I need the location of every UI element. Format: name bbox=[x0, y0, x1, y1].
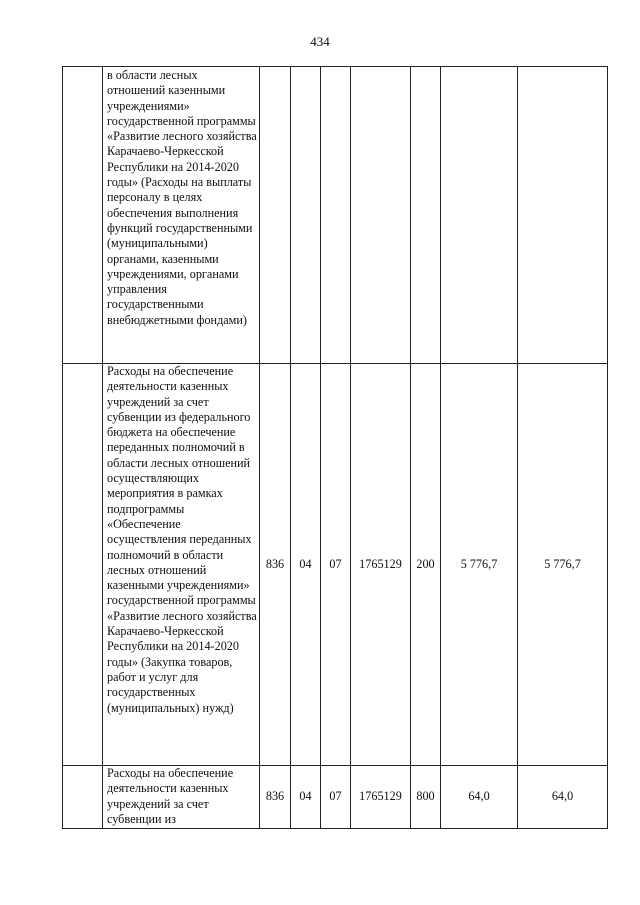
table-row bbox=[63, 766, 608, 829]
target-article-cell: 1765129 bbox=[351, 766, 411, 829]
row-number-cell bbox=[63, 766, 103, 829]
subsection-code-cell bbox=[321, 67, 351, 364]
section-code-cell bbox=[291, 67, 321, 364]
amount-cell bbox=[518, 67, 608, 364]
description-cell: Расходы на обеспечение деятельности казенных учреждений за счет субвенции из bbox=[103, 766, 260, 829]
ministry-code-cell bbox=[260, 67, 291, 364]
amount-cell: 5 776,7 bbox=[518, 364, 608, 766]
amount-cell: 64,0 bbox=[518, 766, 608, 829]
section-code-cell: 04 bbox=[291, 364, 321, 766]
description-cell: в области лесных отношений казенными учреждениями» государственной программы «Развитие лесного хозяйства Карачаево-Черкесской Республики на 2014-2020 годы» (Расходы на выплаты персоналу в целях обеспечения выполнения функций государственными (муниципальными) органами, казенными учреждениями, органами управления государственными внебюджетными фондами) bbox=[103, 67, 260, 364]
section-code-cell: 04 bbox=[291, 766, 321, 829]
subsection-code-cell: 07 bbox=[321, 364, 351, 766]
ministry-code-cell: 836 bbox=[260, 364, 291, 766]
row-number-cell bbox=[63, 364, 103, 766]
table-row bbox=[63, 67, 608, 364]
target-article-cell: 1765129 bbox=[351, 364, 411, 766]
row-number-cell bbox=[63, 67, 103, 364]
description-cell: Расходы на обеспечение деятельности казенных учреждений за счет субвенции из федерального бюджета на обеспечение переданных полномочий в области лесных отношений осуществляющих мероприятия в рамках подпрограммы «Обеспечение осуществления переданных полномочий в области лесных отношений казенными учреждениями» государственной программы «Развитие лесного хозяйства Карачаево-Черкесской Республики на 2014-2020 годы» (Закупка товаров, работ и услуг для государственных (муниципальных) нужд) bbox=[103, 364, 260, 766]
amount-cell: 5 776,7 bbox=[441, 364, 518, 766]
amount-cell: 64,0 bbox=[441, 766, 518, 829]
table-row bbox=[63, 364, 608, 766]
amount-cell bbox=[441, 67, 518, 364]
target-article-cell bbox=[351, 67, 411, 364]
expense-type-cell: 200 bbox=[411, 364, 441, 766]
budget-table bbox=[62, 66, 608, 829]
expense-type-cell: 800 bbox=[411, 766, 441, 829]
page-number: 434 bbox=[310, 34, 330, 49]
ministry-code-cell: 836 bbox=[260, 766, 291, 829]
subsection-code-cell: 07 bbox=[321, 766, 351, 829]
expense-type-cell bbox=[411, 67, 441, 364]
